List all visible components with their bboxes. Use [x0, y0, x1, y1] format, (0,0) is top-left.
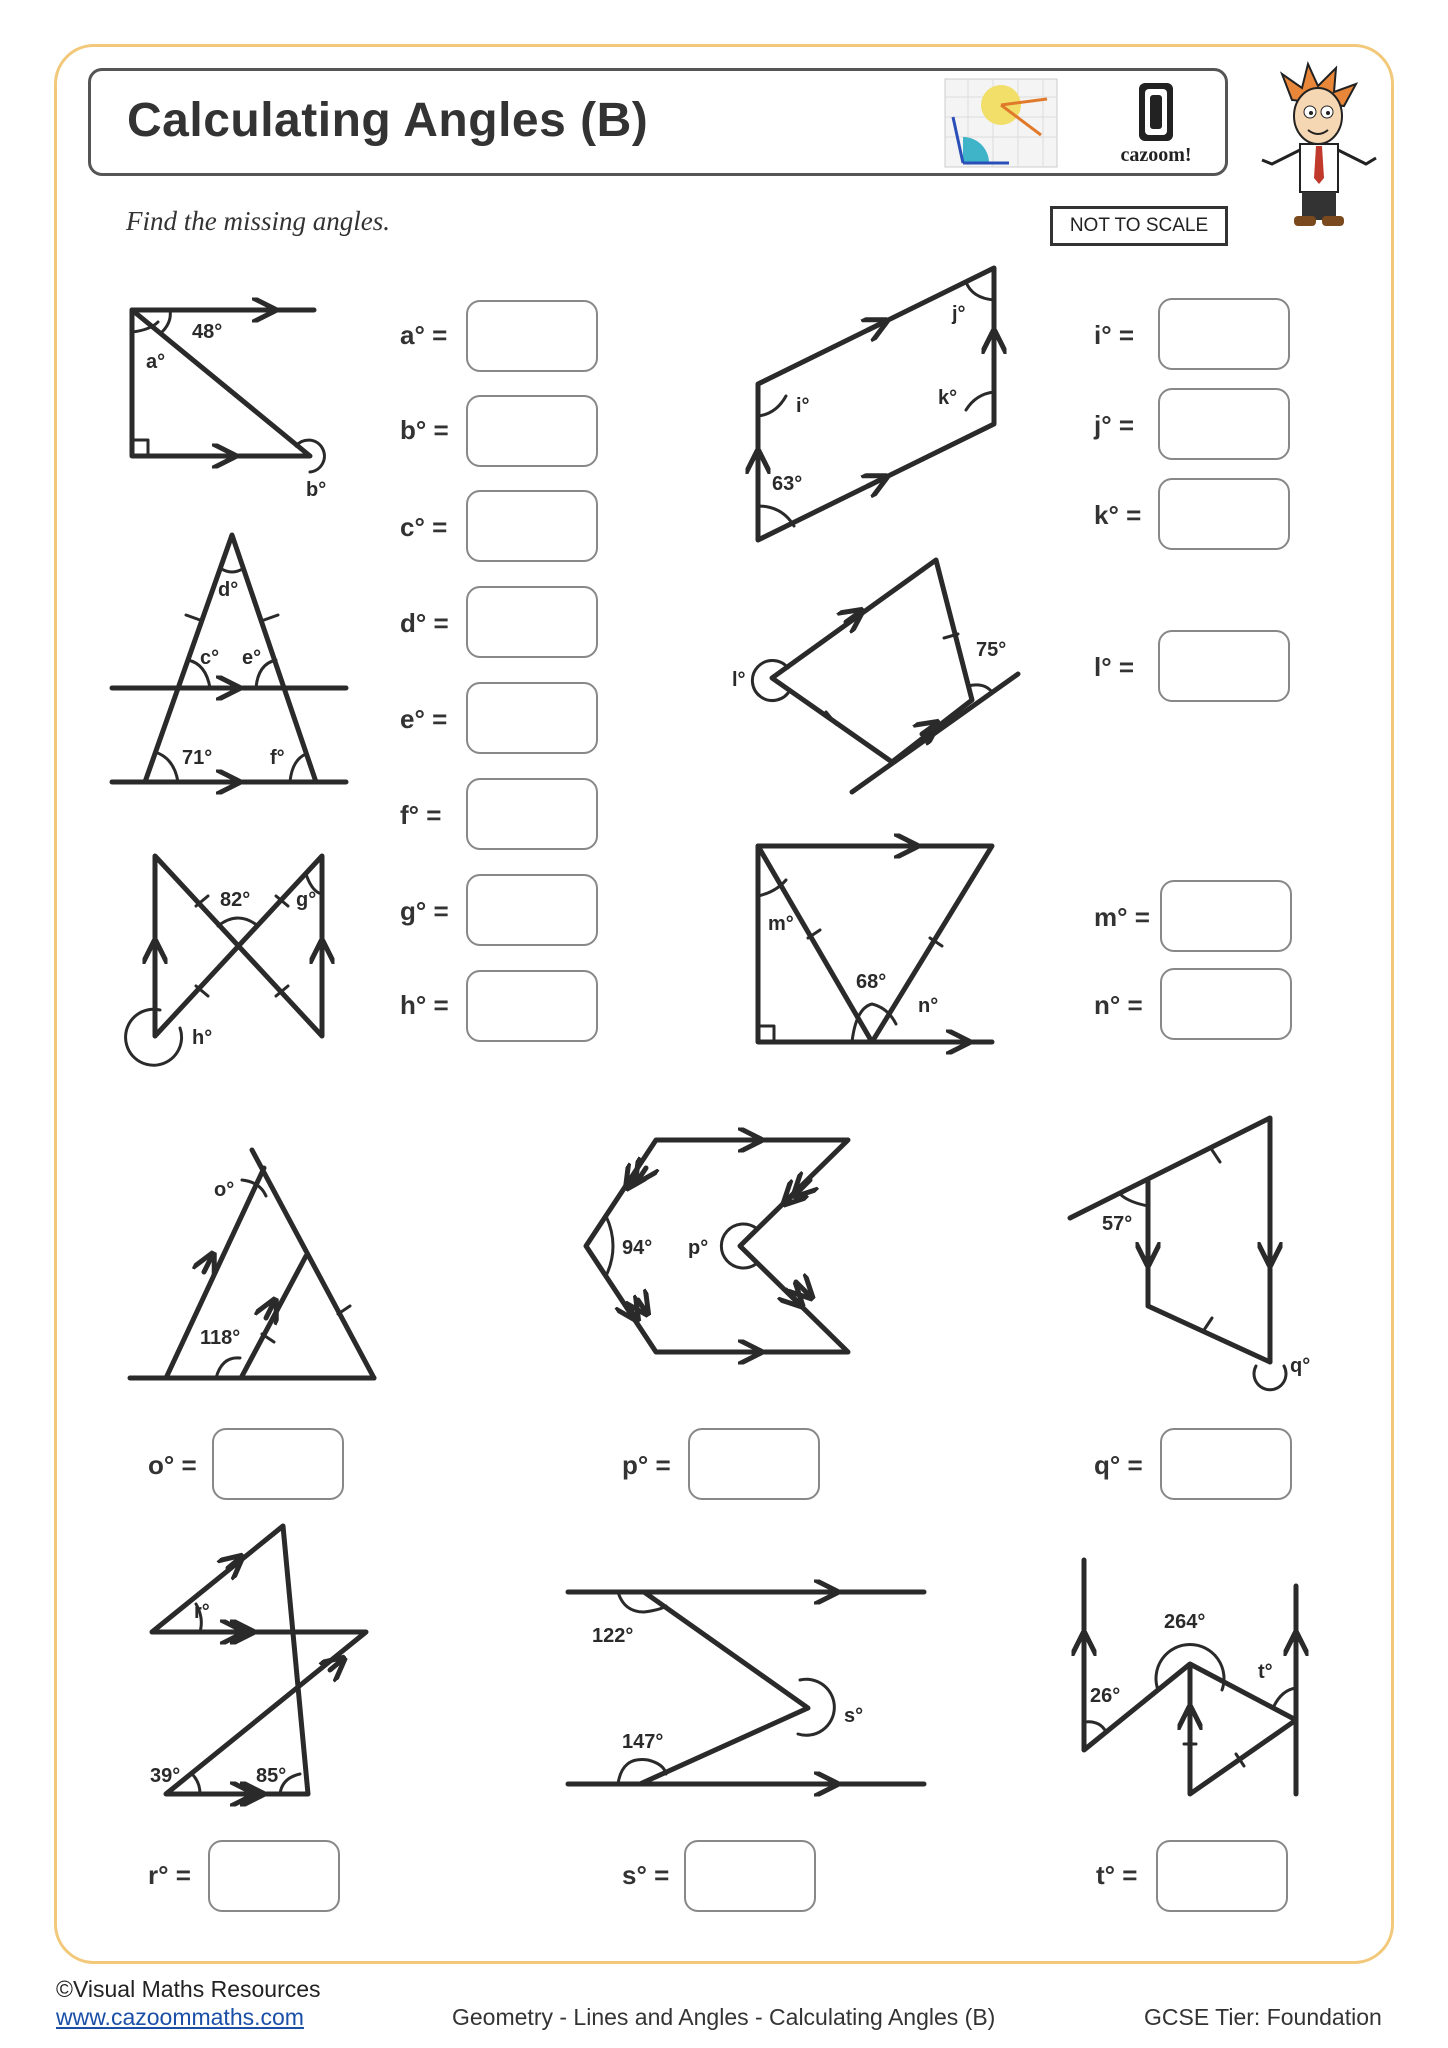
label-d: d° [218, 579, 239, 601]
label-r: r° [194, 1601, 210, 1623]
answer-label-h: h° = [400, 990, 449, 1020]
answer-label-r: r° = [148, 1860, 191, 1890]
answer-label-c: c° = [400, 512, 448, 542]
answer-label-p: p° = [622, 1450, 671, 1480]
answer-label-b: b° = [400, 415, 449, 445]
label-c: c° [200, 647, 220, 669]
label-122: 122° [592, 1625, 634, 1647]
answer-label-t: t° = [1096, 1860, 1138, 1890]
label-39: 39° [150, 1765, 181, 1787]
label-h: h° [192, 1027, 213, 1049]
label-g: g° [296, 889, 317, 911]
footer-topic: Geometry - Lines and Angles - Calculating Angles (B) [452, 2004, 996, 2030]
answer-label-a: a° = [400, 320, 448, 350]
label-p: p° [688, 1237, 709, 1259]
diagram-r [152, 1526, 366, 1794]
answer-label-l: l° = [1094, 652, 1135, 682]
footer-copyright: ©Visual Maths Resources [56, 1976, 321, 2002]
label-63: 63° [772, 473, 803, 495]
answer-label-d: d° = [400, 608, 449, 638]
label-l: l° [732, 669, 746, 691]
label-f: f° [270, 747, 285, 769]
logo-text: cazoom! [1120, 144, 1192, 166]
diagram-mn [758, 846, 992, 1042]
diagram-gh [126, 856, 322, 1065]
instruction-text: Find the missing angles. [126, 206, 390, 236]
label-48: 48° [192, 321, 223, 343]
answer-label-g: g° = [400, 896, 449, 926]
diagram-ab [132, 310, 324, 472]
answer-label-e: e° = [400, 704, 448, 734]
answer-label-i: i° = [1094, 320, 1135, 350]
answer-label-m: m° = [1094, 902, 1150, 932]
label-71: 71° [182, 747, 213, 769]
label-n: n° [918, 995, 939, 1017]
label-j: j° [952, 303, 966, 325]
label-94: 94° [622, 1237, 653, 1259]
label-e: e° [242, 647, 262, 669]
diagram-l [752, 560, 1018, 792]
label-k: k° [938, 387, 958, 409]
answer-label-k: k° = [1094, 500, 1142, 530]
label-57: 57° [1102, 1213, 1133, 1235]
label-118: 118° [200, 1327, 241, 1349]
label-b: b° [306, 479, 327, 501]
answer-label-j: j° = [1094, 410, 1135, 440]
label-m: m° [768, 913, 794, 935]
label-o: o° [214, 1179, 235, 1201]
label-85: 85° [256, 1765, 287, 1787]
label-t: t° [1258, 1661, 1273, 1683]
not-to-scale-badge: NOT TO SCALE [1050, 206, 1228, 246]
diagram-s [568, 1592, 924, 1784]
label-264: 264° [1164, 1611, 1206, 1633]
diagram-q [1070, 1118, 1286, 1390]
label-i: i° [796, 395, 810, 417]
answer-label-q: q° = [1094, 1450, 1143, 1480]
diagram-o [130, 1150, 374, 1378]
label-82: 82° [220, 889, 251, 911]
footer-website-link[interactable]: www.cazoommaths.com [56, 2004, 304, 2030]
answer-label-n: n° = [1094, 990, 1143, 1020]
diagram-cdef [112, 535, 346, 782]
label-147: 147° [622, 1731, 664, 1753]
footer-tier: GCSE Tier: Foundation [1144, 2004, 1382, 2030]
label-68: 68° [856, 971, 887, 993]
page-title: Calculating Angles (B) [127, 94, 649, 147]
label-a: a° [146, 351, 166, 373]
label-26: 26° [1090, 1685, 1121, 1707]
label-75: 75° [976, 639, 1007, 661]
answer-label-s: s° = [622, 1860, 670, 1890]
answer-label-f: f° = [400, 800, 442, 830]
answer-label-o: o° = [148, 1450, 197, 1480]
label-s: s° [844, 1705, 864, 1727]
label-q: q° [1290, 1355, 1311, 1377]
